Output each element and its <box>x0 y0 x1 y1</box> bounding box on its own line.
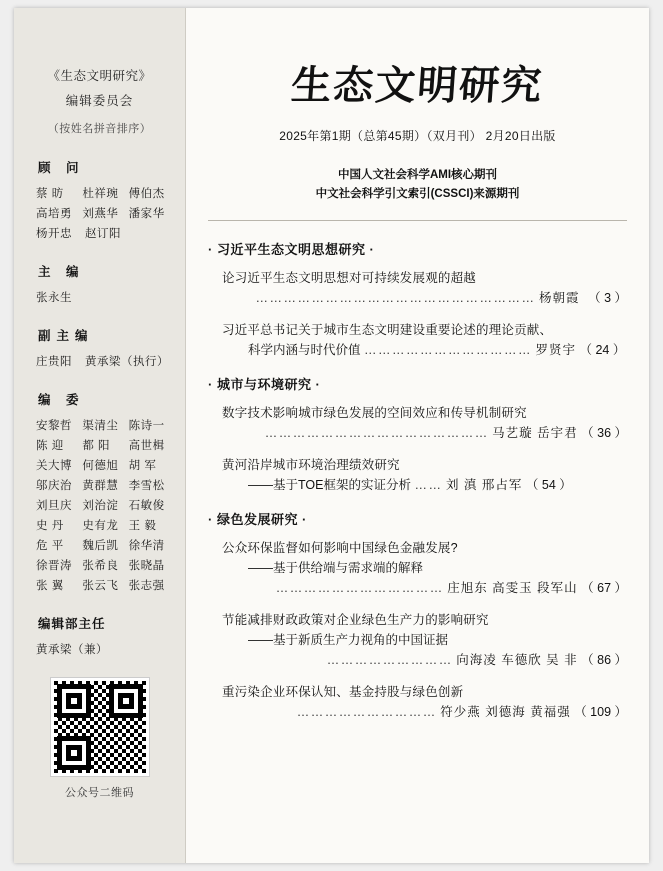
toc-article-title: 重污染企业环保认知、基金持股与绿色创新 <box>222 685 464 699</box>
board-member: 张希良 <box>82 560 119 572</box>
board-member: 高培勇 <box>36 208 72 220</box>
board-member: 刘治淀 <box>82 500 119 512</box>
toc-author-line <box>208 578 627 599</box>
board-member: 刘旦庆 <box>36 500 72 512</box>
toc-author-line <box>208 650 627 671</box>
toc-page-number: （ 36 ） <box>581 426 627 440</box>
issue-info: 2025年第1期（总第45期）（双月刊） 2月20日出版 <box>279 129 556 143</box>
toc-author-line <box>208 702 627 723</box>
leader-dots: ……………………………… <box>364 343 532 357</box>
toc-author-line <box>208 288 627 309</box>
board-member: 李雪松 <box>128 480 165 492</box>
toc-entry[interactable] <box>208 538 627 599</box>
board-member: 张永生 <box>36 292 72 304</box>
masthead-journal-title: 《生态文明研究》 <box>47 68 152 83</box>
board-member: 傅伯杰 <box>128 188 165 200</box>
qr-corner-icon <box>57 736 91 770</box>
board-member: 高世楫 <box>128 440 165 452</box>
board-member: 蔡 昉 <box>36 188 64 200</box>
board-name-row <box>24 288 175 308</box>
toc-authors: 符少燕 刘德海 黄福强 <box>440 705 571 719</box>
toc-authors: 罗贤宇 <box>535 343 576 357</box>
board-member: 刘燕华 <box>82 208 119 220</box>
leader-dots: ……………………………… <box>275 581 444 595</box>
board-member: 史 丹 <box>36 520 64 532</box>
board-name-row <box>24 184 175 204</box>
leader-dots: …… <box>414 478 443 492</box>
toc-page-number: （ 3 ） <box>588 291 627 305</box>
cover-main-content <box>186 8 649 863</box>
leader-dots: ………………………… <box>296 705 437 719</box>
qr-caption: 公众号二维码 <box>65 787 134 799</box>
board-member: 徐华清 <box>128 540 165 552</box>
index-line-1: 中国人文社会科学AMI核心期刊 <box>337 169 498 181</box>
index-line-2: 中文社会科学引文索引(CSSCI)来源期刊 <box>315 188 520 200</box>
board-name-row <box>24 556 175 576</box>
toc-section-heading: · 习近平生态文明思想研究 · <box>208 242 375 257</box>
toc-article-title: 论习近平生态文明思想对可持续发展观的超越 <box>222 271 477 285</box>
journal-cover-page <box>14 8 649 863</box>
board-name-row <box>24 204 175 224</box>
toc-authors: 向海凌 车德欣 吴 非 <box>456 653 578 667</box>
toc-authors: 杨朝霞 <box>539 291 580 305</box>
board-group-heading: 编 委 <box>38 393 85 407</box>
board-group-advisors <box>24 158 175 244</box>
toc-page-number: （ 67 ） <box>581 581 627 595</box>
board-member: 杜祥琬 <box>82 188 119 200</box>
qr-code-icon <box>51 678 149 776</box>
toc-article-subtitle: ——基于新质生产力视角的中国证据 <box>248 633 449 647</box>
board-member: 张志强 <box>128 580 165 592</box>
board-group-heading: 编辑部主任 <box>38 617 106 631</box>
toc-entry[interactable] <box>208 455 627 495</box>
toc-authors: 马艺璇 岳宇君 <box>492 426 578 440</box>
toc-article-subtitle-text: ——基于TOE框架的实证分析 <box>248 478 411 492</box>
toc-article-subtitle <box>208 340 627 360</box>
board-name-row <box>24 352 175 372</box>
toc-article-subtitle <box>208 475 627 495</box>
board-name-row <box>24 640 175 660</box>
board-group-editorial-members <box>24 390 175 596</box>
board-member: 王 毅 <box>128 520 157 532</box>
board-name-row <box>24 224 175 244</box>
board-name-row <box>24 576 175 596</box>
board-name-row <box>24 416 175 436</box>
board-member: 张晓晶 <box>128 560 165 572</box>
toc-article-title: 习近平总书记关于城市生态文明建设重要论述的理论贡献、 <box>222 323 553 337</box>
board-name-row <box>24 496 175 516</box>
toc-entry[interactable] <box>208 682 627 723</box>
board-member: 邬庆治 <box>36 480 72 492</box>
toc-entry[interactable] <box>208 403 627 444</box>
board-member: 潘家华 <box>128 208 165 220</box>
toc-article-subtitle: ——基于供给端与需求端的解释 <box>248 561 424 575</box>
board-member: 张云飞 <box>82 580 119 592</box>
leader-dots: ……………………… <box>326 653 453 667</box>
toc-page-number: （ 54 ） <box>525 478 572 492</box>
board-name-row <box>24 456 175 476</box>
masthead-sort-note: （按姓名拼音排序） <box>47 123 152 135</box>
toc-page-number: （ 86 ） <box>581 653 627 667</box>
board-member: 徐晋涛 <box>36 560 72 572</box>
wechat-qr-block <box>24 678 175 800</box>
board-group-heading: 顾 问 <box>38 161 85 175</box>
board-member: 史有龙 <box>82 520 119 532</box>
board-name-row <box>24 476 175 496</box>
toc-entry[interactable] <box>208 320 627 360</box>
board-member: 杨开忠 <box>36 228 72 240</box>
board-name-row <box>24 536 175 556</box>
toc-section-heading: · 绿色发展研究 · <box>208 512 307 527</box>
divider <box>208 220 627 221</box>
toc-page-number: （ 24 ） <box>579 343 626 357</box>
board-member: 渠清尘 <box>82 420 119 432</box>
toc-article-title: 公众环保监督如何影响中国绿色金融发展? <box>222 541 458 555</box>
leader-dots: …………………………………………………… <box>255 291 536 305</box>
toc-entry[interactable] <box>208 268 627 309</box>
toc-article-title: 数字技术影响城市绿色发展的空间效应和传导机制研究 <box>222 406 527 420</box>
toc-article-subtitle-text: 科学内涵与时代价值 <box>248 343 361 357</box>
board-member: 赵订阳 <box>85 228 121 240</box>
toc-author-line <box>208 423 627 444</box>
board-member: 危 平 <box>36 540 64 552</box>
board-group-deputy-editors <box>24 326 175 372</box>
toc-article-title: 黄河沿岸城市环境治理绩效研究 <box>222 458 400 472</box>
board-member: 黄承梁（兼） <box>36 644 108 656</box>
board-name-row <box>24 436 175 456</box>
board-member: 黄群慧 <box>82 480 119 492</box>
board-member: 陈 迎 <box>36 440 64 452</box>
masthead-subtitle: 编辑委员会 <box>65 94 134 108</box>
board-group-editor-in-chief <box>24 262 175 308</box>
board-group-office-director <box>24 614 175 660</box>
board-member: 关大博 <box>36 460 72 472</box>
toc-section-heading: · 城市与环境研究 · <box>208 377 321 392</box>
journal-title: 生态文明研究 <box>289 62 545 109</box>
toc-authors: 庄旭东 高雯玉 段军山 <box>447 581 578 595</box>
board-group-heading: 主 编 <box>38 265 85 279</box>
board-group-heading: 副主编 <box>38 329 94 343</box>
board-member: 安黎哲 <box>36 420 72 432</box>
toc-page-number: （ 109 ） <box>574 705 627 719</box>
board-member: 石敏俊 <box>128 500 165 512</box>
board-member: 庄贵阳 <box>36 356 72 368</box>
toc-entry[interactable] <box>208 610 627 671</box>
toc-authors: 刘 滇 邢占军 <box>445 478 523 492</box>
board-member: 胡 军 <box>128 460 157 472</box>
board-name-row <box>24 516 175 536</box>
board-member: 都 阳 <box>82 440 111 452</box>
board-member: 魏后凯 <box>82 540 119 552</box>
board-member: 陈诗一 <box>128 420 165 432</box>
editorial-board-sidebar <box>14 8 186 863</box>
board-member: 何德旭 <box>82 460 119 472</box>
toc-article-title: 节能减排财政政策对企业绿色生产力的影响研究 <box>222 613 489 627</box>
board-member: 黄承梁（执行） <box>85 356 169 368</box>
leader-dots: ………………………………………… <box>264 426 489 440</box>
board-member: 张 翼 <box>36 580 64 592</box>
